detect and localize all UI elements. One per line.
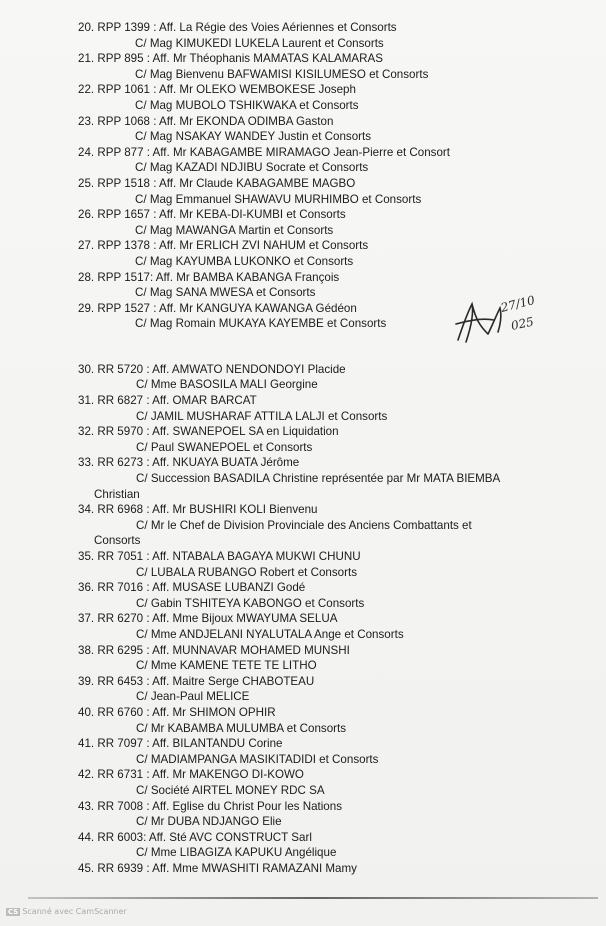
list-item: 31. RR 6827 : Aff. OMAR BARCAT C/ JAMIL MUSHARAF ATTILA LALJI et Consorts bbox=[78, 394, 388, 423]
list-item: 37. RR 6270 : Aff. Mme Bijoux MWAYUMA SELUA C/ Mme ANDJELANI NYALUTALA Ange et Consorts bbox=[78, 612, 404, 641]
list-item: 27. RPP 1378 : Aff. Mr ERLICH ZVI NAHUM et Consorts C/ Mag KAYUMBA LUKONKO et Consorts bbox=[78, 239, 369, 268]
list-item: 21. RPP 895 : Aff. Mr Théophanis MAMATAS KALAMARAS C/ Mag Bienvenu BAFWAMISI KISILUMESO et Consorts bbox=[78, 52, 429, 81]
watermark-text: Scanné avec CamScanner bbox=[22, 907, 127, 916]
list-item: 35. RR 7051 : Aff. NTABALA BAGAYA MUKWI CHUNU C/ LUBALA RUBANGO Robert et Consorts bbox=[78, 550, 361, 579]
case-list bbox=[78, 20, 548, 876]
list-item: 44. RR 6003: Aff. Sté AVC CONSTRUCT Sarl C/ Mme LIBAGIZA KAPUKU Angélique bbox=[78, 830, 337, 860]
list-item: 33. RR 6273 : Aff. NKUAYA BUATA Jérôme C/ Succession BASADILA Christine représentée par Mr MATA BIEMBA Christian bbox=[78, 456, 501, 501]
list-item: 45. RR 6939 : Aff. Mme MWASHITI RAMAZANI Mamy bbox=[78, 861, 357, 875]
list-item: 43. RR 7008 : Aff. Eglise du Christ Pour les Nations C/ Mr DUBA NDJANGO Elie bbox=[78, 799, 343, 829]
list-item: 24. RPP 877 : Aff. Mr KABAGAMBE MIRAMAGO Jean-Pierre et Consort C/ Mag KAZADI NDJIBU Socrate et Consorts bbox=[78, 145, 450, 175]
case-section-rr bbox=[78, 362, 548, 877]
list-item: 29. RPP 1527 : Aff. Mr KANGUYA KAWANGA Gédéon C/ Mag Romain MUKAYA KAYEMBE et Consorts bbox=[78, 301, 387, 331]
list-item: 22. RPP 1061 : Aff. Mr OLEKO WEMBOKESE Joseph C/ Mag MUBOLO TSHIKWAKA et Consorts bbox=[78, 83, 359, 112]
list-item: 42. RR 6731 : Aff. Mr MAKENGO DI-KOWO C/ Société AIRTEL MONEY RDC SA bbox=[78, 768, 325, 797]
list-item: 38. RR 6295 : Aff. MUNNAVAR MOHAMED MUNSHI C/ Mme KAMENE TETE TE LITHO bbox=[78, 643, 350, 673]
list-item: 23. RPP 1068 : Aff. Mr EKONDA ODIMBA Gaston C/ Mag NSAKAY WANDEY Justin et Consorts bbox=[78, 114, 372, 144]
svg-text:27/10: 27/10 bbox=[499, 292, 537, 315]
list-item: 20. RPP 1399 : Aff. La Régie des Voies Aériennes et Consorts C/ Mag KIMUKEDI LUKELA Laurent et Consorts bbox=[78, 21, 397, 50]
list-item: 40. RR 6760 : Aff. Mr SHIMON OPHIR C/ Mr KABAMBA MULUMBA et Consorts bbox=[78, 705, 347, 735]
case-section-rpp bbox=[78, 20, 548, 332]
signature-scribble bbox=[450, 290, 560, 352]
page-bottom-edge bbox=[28, 897, 598, 899]
list-item: 41. RR 7097 : Aff. BILANTANDU Corine C/ MADIAMPANGA MASIKITADIDI et Consorts bbox=[78, 737, 379, 766]
camscanner-logo: CS bbox=[8, 908, 19, 916]
list-item: 28. RPP 1517: Aff. Mr BAMBA KABANGA François C/ Mag SANA MWESA et Consorts bbox=[78, 270, 340, 300]
list-item: 25. RPP 1518 : Aff. Mr Claude KABAGAMBE MAGBO C/ Mag Emmanuel SHAWAVU MURHIMBO et Consorts bbox=[78, 176, 422, 206]
list-item: 39. RR 6453 : Aff. Maitre Serge CHABOTEAU C/ Jean-Paul MELICE bbox=[78, 674, 315, 704]
svg-text:025: 025 bbox=[509, 314, 536, 333]
scanner-watermark bbox=[6, 907, 127, 916]
list-item: 36. RR 7016 : Aff. MUSASE LUBANZI Godé C/ Gabin TSHITEYA KABONGO et Consorts bbox=[78, 581, 365, 610]
handwritten-signature bbox=[450, 290, 560, 352]
list-item: 26. RPP 1657 : Aff. Mr KEBA-DI-KUMBI et Consorts C/ Mag MAWANGA Martin et Consorts bbox=[78, 208, 346, 237]
list-item: 30. RR 5720 : Aff. AMWATO NENDONDOYI Placide C/ Mme BASOSILA MALI Georgine bbox=[78, 362, 346, 392]
list-item: 32. RR 5970 : Aff. SWANEPOEL SA en Liquidation C/ Paul SWANEPOEL et Consorts bbox=[78, 425, 339, 454]
list-item: 34. RR 6968 : Aff. Mr BUSHIRI KOLI Bienvenu C/ Mr le Chef de Division Provinciale des Anciens Combattants et Consorts bbox=[78, 503, 472, 548]
